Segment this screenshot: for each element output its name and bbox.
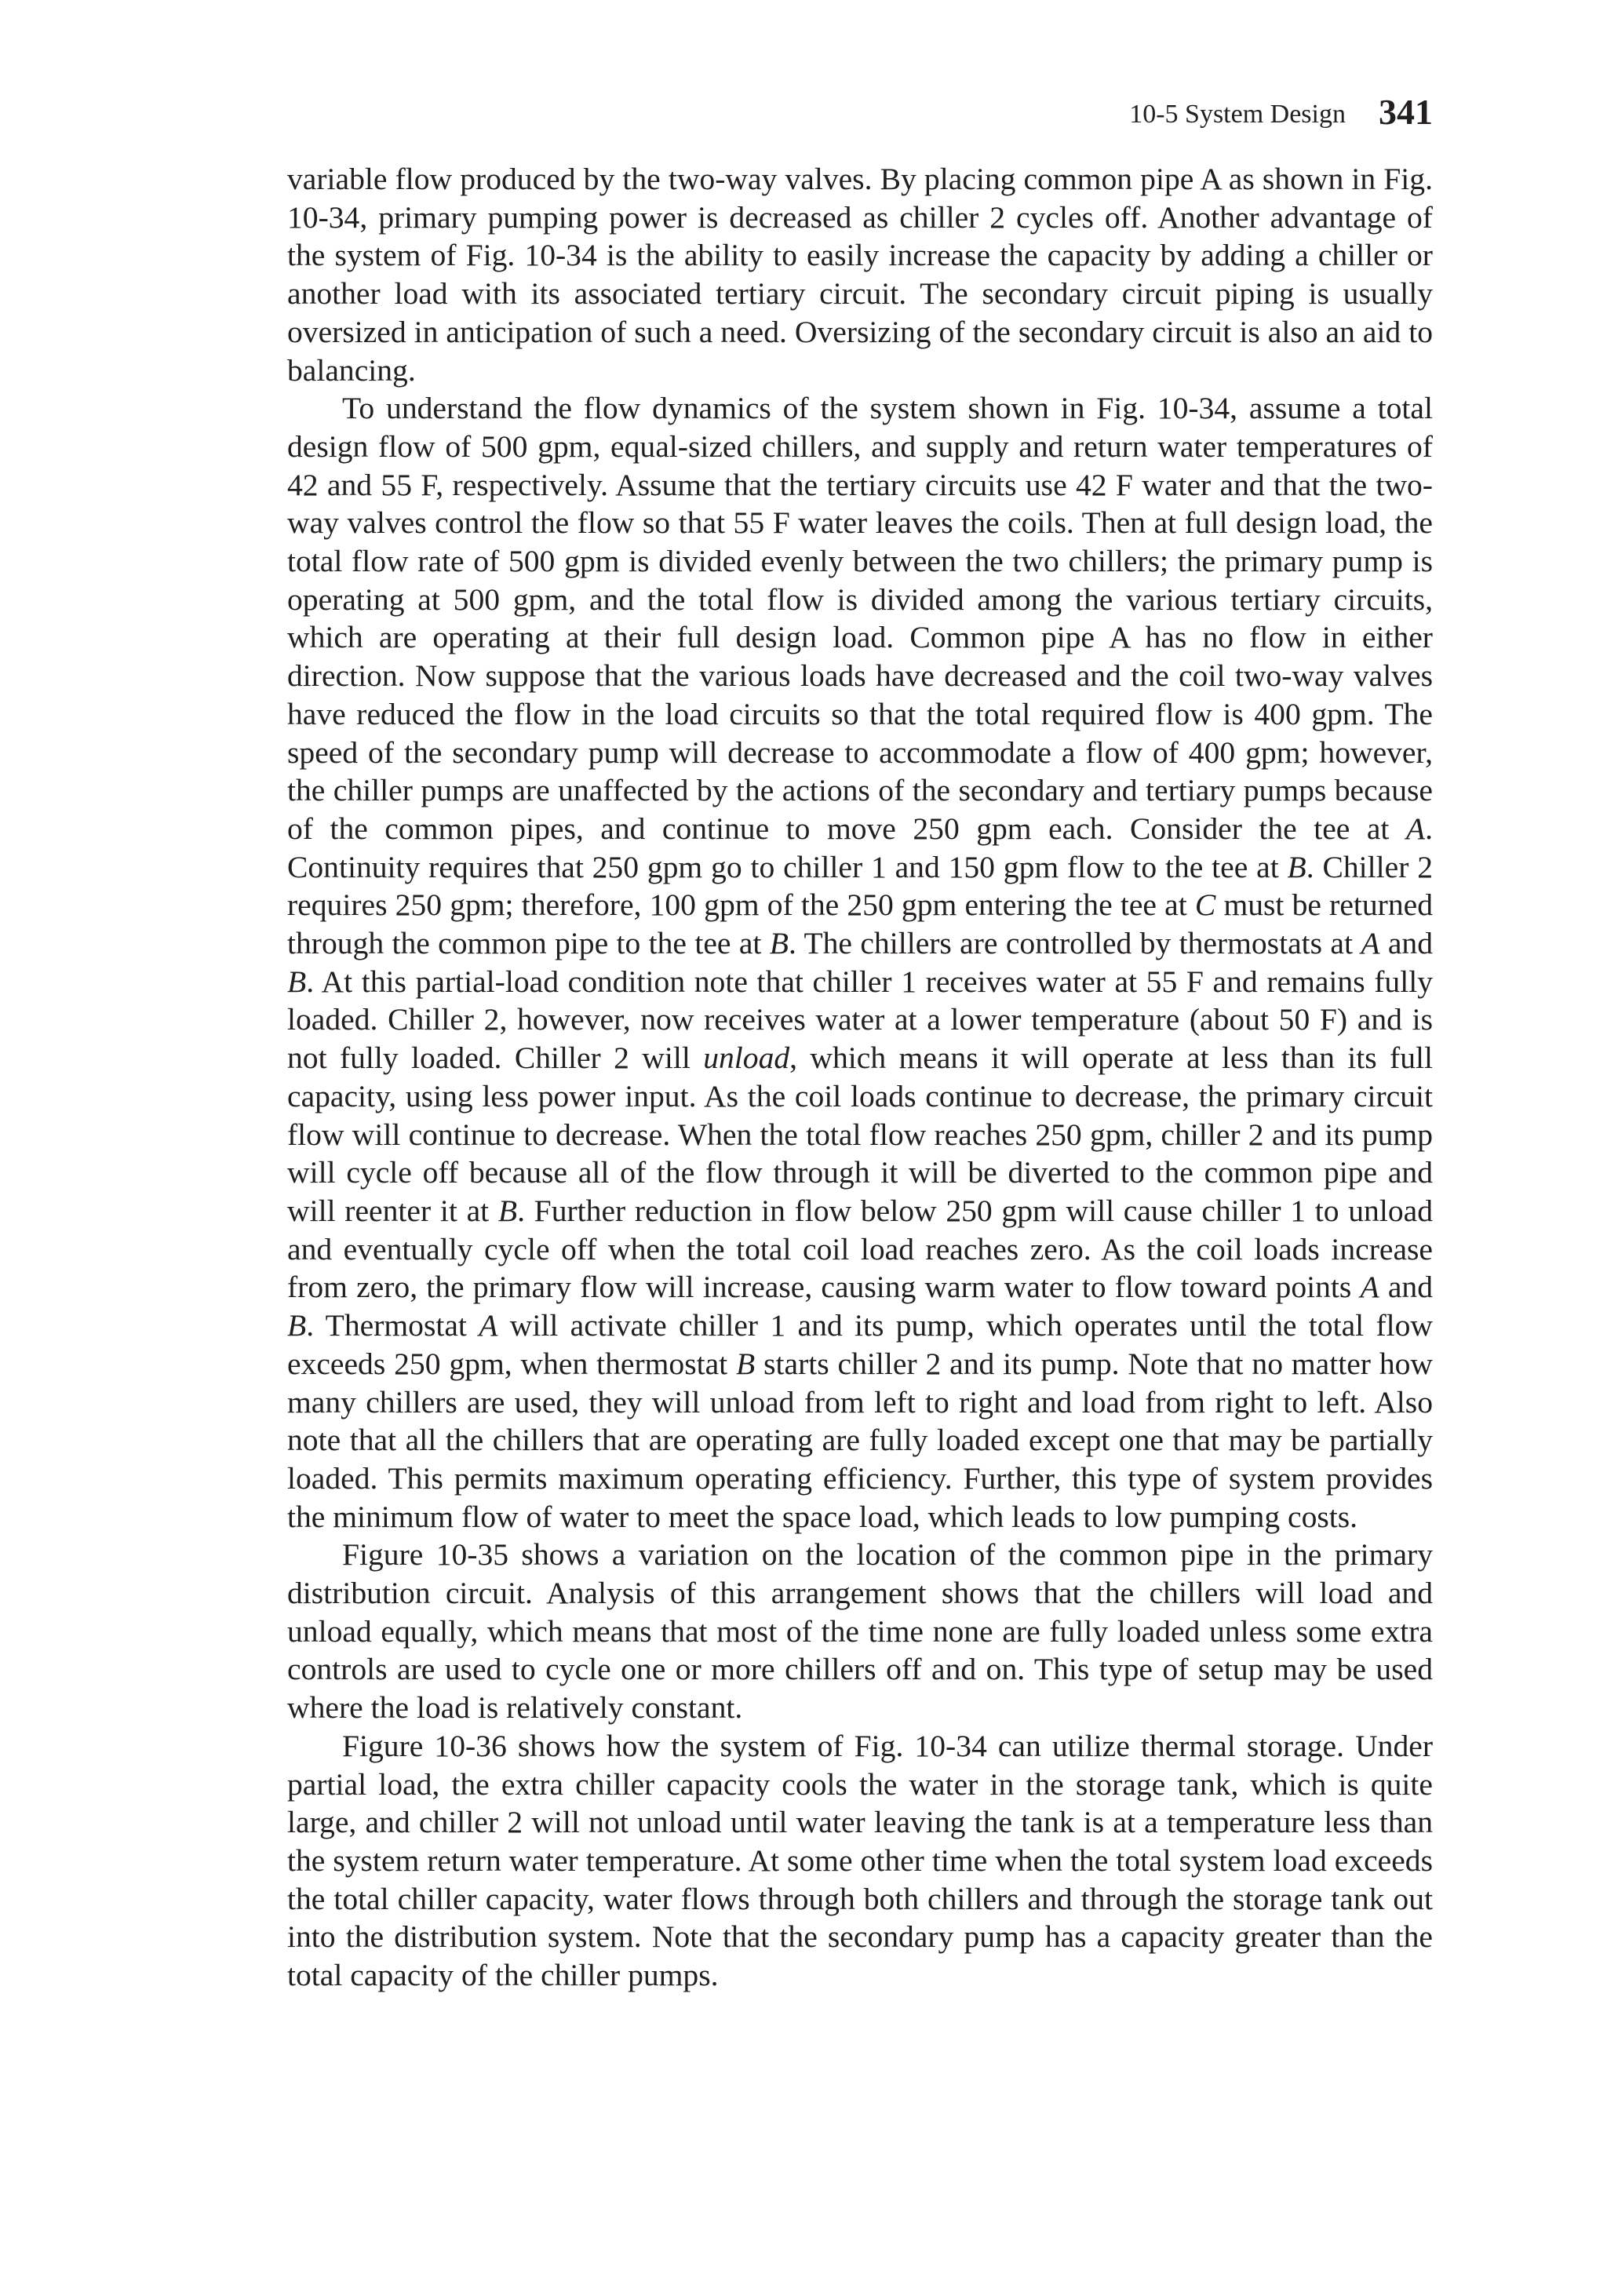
text-run: . Continuity requires that 250 gpm go to chiller 1 and 150 gpm flow to the tee at [287,811,1433,884]
text-run: . Chiller 2 requires 250 gpm; therefore, 100 gpm of the 250 gpm entering the tee at [287,849,1433,923]
text-run: . At this partial-load condition note that chiller 1 receives water at 55 F and remains fully loaded. Chiller 2, however, now receives water at a lower temperature (about 50 F) and is not fully loaded. Chiller 2 will [287,964,1433,1076]
italic-text: A [1361,926,1380,961]
text-run: To understand the flow dynamics of the system shown in Fig. 10-34, assume a total design flow of 500 gpm, equal-sized chillers, and supply and return water temperatures of 42 and 55 F, respectively. Assume that the tertiary circuits use 42 F water and that the two-way valves control the flow so that 55 F water leaves the coils. Then at full design load, the total flow rate of 500 gpm is divided evenly between the two chillers; the primary pump is operating at 500 gpm, and the total flow is divided among the various tertiary circuits, which are operating at their full design load. Common pipe A has no flow in either direction. Now suppose that the various loads have decreased and the coil two-way valves have reduced the flow in the load circuits so that the total required flow is 400 gpm. The speed of the secondary pump will decrease to accommodate a flow of 400 gpm; however, the chiller pumps are unaffected by the actions of the secondary and tertiary pumps because of the common pipes, and continue to move 250 gpm each. Consider the tee at [287,391,1433,846]
italic-text: B [497,1193,518,1228]
body-text [287,160,1433,1995]
text-run: Figure 10-35 shows a variation on the location of the common pipe in the primary distribution circuit. Analysis of this arrangement shows that the chillers will load and unload equally, which means that most of the time none are fully loaded unless some extra controls are used to cycle one or more chillers off and on. This type of setup may be used where the load is relatively constant. [287,1537,1433,1726]
paragraph-2 [287,389,1433,1536]
italic-text: A [1360,1270,1379,1305]
paragraph-4 [287,1727,1433,1995]
text-run: . Thermostat [306,1308,479,1343]
italic-text: unload [703,1040,790,1076]
italic-text: A [479,1308,498,1343]
page-number: 341 [1379,92,1433,132]
paragraph-1 [287,160,1433,389]
section-title: 10-5 System Design [1129,100,1346,129]
text-run: variable flow produced by the two-way valves. By placing common pipe A as shown in Fig. 10-34, primary pumping power is decreased as chiller 2 cycles off. Another advantage of the system of Fig. 10-34 is the ability to easily increase the capacity by adding a chiller or another load with its associated tertiary circuit. The secondary circuit piping is usually oversized in anticipation of such a need. Oversizing of the secondary circuit is also an aid to balancing. [287,162,1433,388]
paragraph-3 [287,1536,1433,1727]
italic-text: B [1287,849,1306,884]
text-run: and [1379,1270,1434,1305]
text-run: starts chiller 2 and its pump. Note that no matter how many chillers are used, they will unload from left to right and load from right to left. Also note that all the chillers that are operating are fully loaded except one that may be partially loaded. This permits maximum operating efficiency. Further, this type of system provides the minimum flow of water to meet the space load, which leads to low pumping costs. [287,1346,1433,1534]
italic-text: A [1405,811,1426,846]
running-header [287,88,1433,139]
text-run: Figure 10-36 shows how the system of Fig. 10-34 can utilize thermal storage. Under partial load, the extra chiller capacity cools the water in the storage tank, which is quite large, and chiller 2 will not unload until water leaving the tank is at a temperature less than the system return water temperature. At some other time when the total system load exceeds the total chiller capacity, water flows through both chillers and through the storage tank out into the distribution system. Note that the secondary pump has a capacity greater than the total capacity of the chiller pumps. [287,1728,1433,1993]
italic-text: B [769,926,789,961]
text-run: must be returned through the common pipe to the tee at [287,887,1433,961]
italic-text: B [287,1308,307,1343]
text-run: . Further reduction in flow below 250 gpm will cause chiller 1 to unload and eventually cycle off when the total coil load reaches zero. As the coil loads increase from zero, the primary flow will increase, causing warm water to flow toward points [287,1193,1433,1305]
italic-text: B [287,964,307,999]
italic-text: B [736,1346,756,1381]
italic-text: C [1194,887,1216,923]
text-run: and [1379,926,1433,961]
text-run: . The chillers are controlled by thermostats at [788,926,1361,961]
text-run: , which means it will operate at less than its full capacity, using less power input. As the coil loads continue to decrease, the primary circuit flow will continue to decrease. When the total flow reaches 250 gpm, chiller 2 and its pump will cycle off because all of the flow through it will be diverted to the common pipe and will reenter it at [287,1040,1433,1228]
text-run: will activate chiller 1 and its pump, which operates until the total flow exceeds 250 gpm, when thermostat [287,1308,1433,1381]
